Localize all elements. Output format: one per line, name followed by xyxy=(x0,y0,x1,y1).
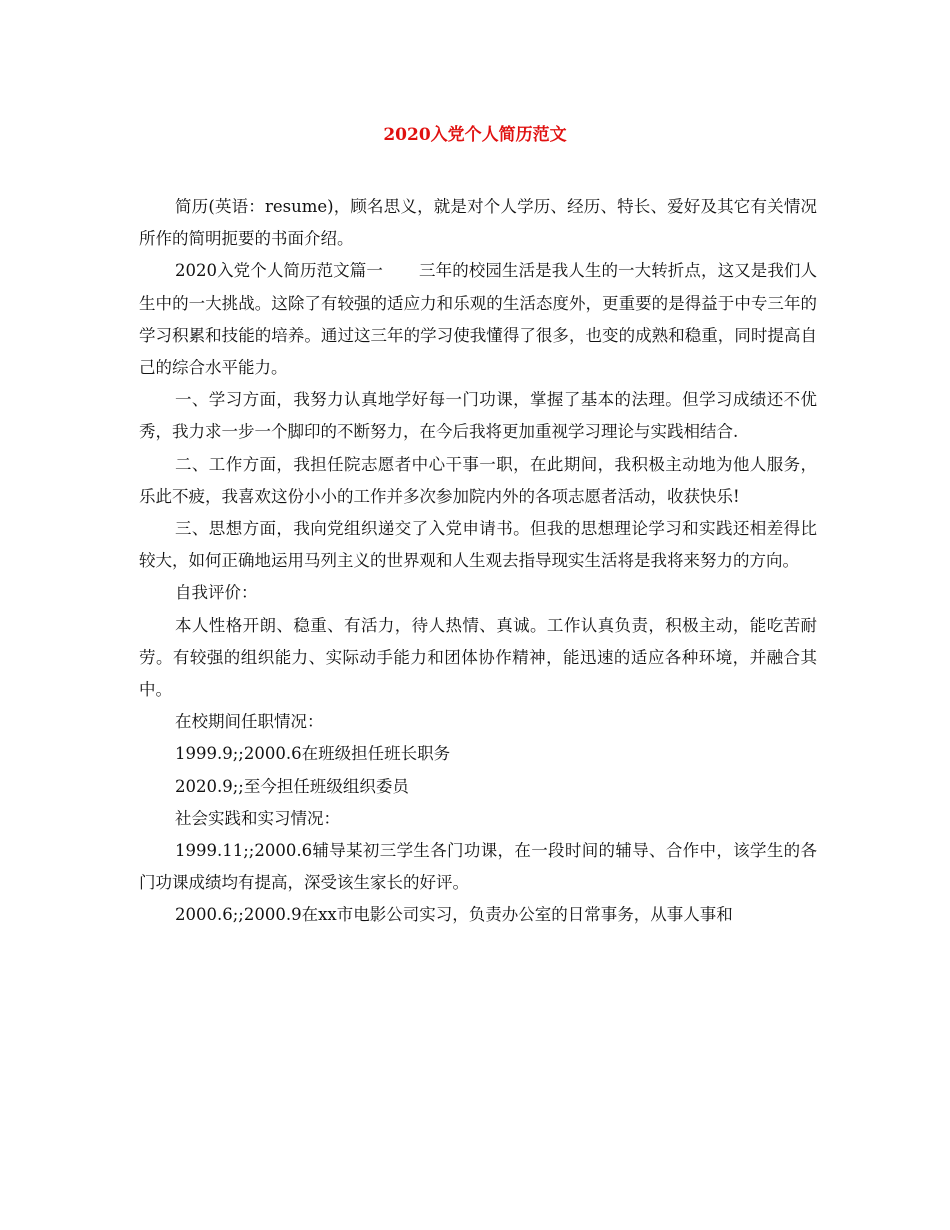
work-paragraph: 二、工作方面，我担任院志愿者中心干事一职，在此期间，我积极主动地为他人服务，乐此不疲，我喜欢这份小小的工作并多次参加院内外的各项志愿者活动，收获快乐! xyxy=(139,454,817,506)
section-intro-text: 三年的校园生活是我人生的一大转折点，这又是我们人生中的一大挑战。这除了有较强的适应力和乐观的生活态度外，更重要的是得益于中专三年的学习积累和技能的培养。通过这三年的学习使我懂得了很多，也变的成熟和稳重，同时提高自己的综合水平能力。 xyxy=(139,261,817,378)
thought-paragraph: 三、思想方面，我向党组织递交了入党申请书。但我的思想理论学习和实践还相差得比较大，如何正确地运用马列主义的世界观和人生观去指导现实生活将是我将来努力的方向。 xyxy=(139,519,817,571)
practice-item: 2000.6;;2000.9在xx市电影公司实习，负责办公室的日常事务，从事人事和 xyxy=(175,905,733,925)
section-heading: 2020入党个人简历范文篇一 xyxy=(175,261,383,281)
position-item: 1999.9;;2000.6在班级担任班长职务 xyxy=(175,744,451,764)
document-body xyxy=(139,191,817,932)
intro-paragraph: 简历(英语：resume)，顾名思义，就是对个人学历、经历、特长、爱好及其它有关情况所作的简明扼要的书面介绍。 xyxy=(139,197,817,249)
practice-item: 1999.11;;2000.6辅导某初三学生各门功课，在一段时间的辅导、合作中，该学生的各门功课成绩均有提高，深受该生家长的好评。 xyxy=(139,841,817,893)
self-evaluation-heading: 自我评价： xyxy=(175,583,258,603)
document-title: 2020入党个人简历范文 xyxy=(383,125,567,145)
practice-heading: 社会实践和实习情况： xyxy=(175,808,340,828)
section-paragraph xyxy=(139,255,817,384)
positions-heading: 在校期间任职情况： xyxy=(175,712,324,732)
self-evaluation-paragraph: 本人性格开朗、稳重、有活力，待人热情、真诚。工作认真负责，积极主动，能吃苦耐劳。有较强的组织能力、实际动手能力和团体协作精神，能迅速的适应各种环境，并融合其中。 xyxy=(139,615,817,700)
study-paragraph: 一、学习方面，我努力认真地学好每一门功课，掌握了基本的法理。但学习成绩还不优秀，我力求一步一个脚印的不断努力，在今后我将更加重视学习理论与实践相结合. xyxy=(139,390,817,442)
position-item: 2020.9;;至今担任班级组织委员 xyxy=(175,776,409,796)
